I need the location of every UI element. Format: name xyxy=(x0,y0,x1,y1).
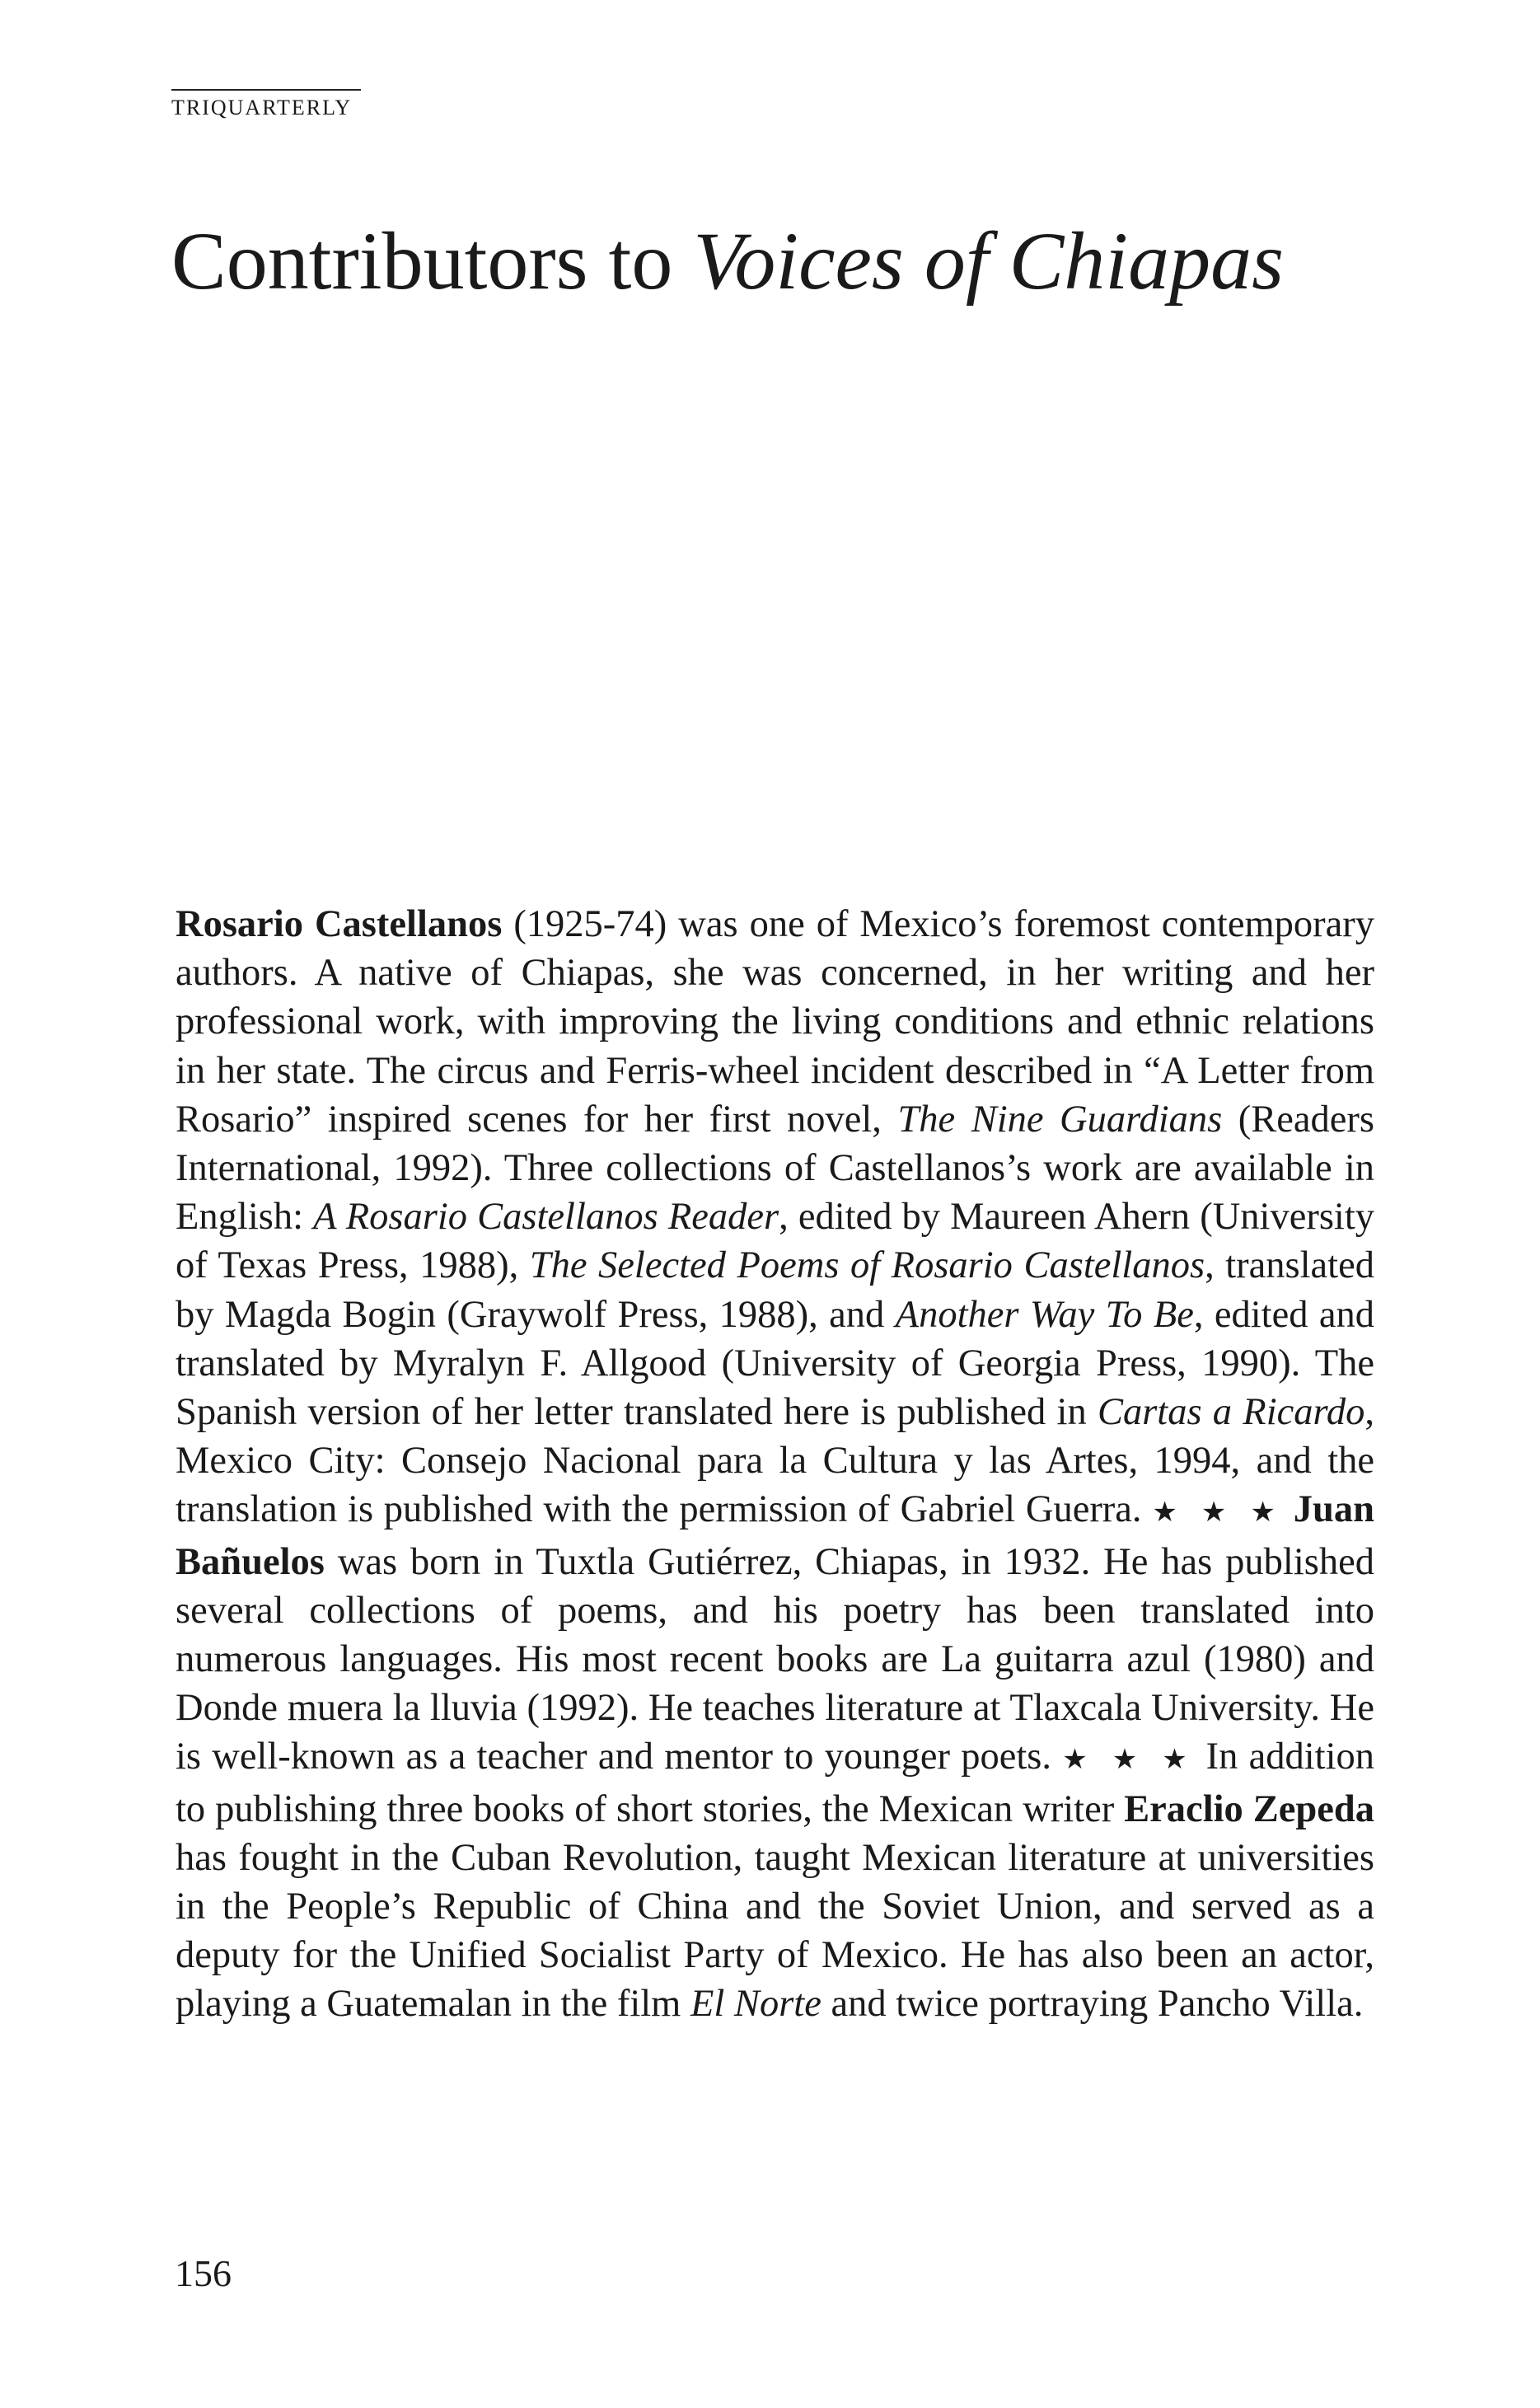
film-title: El Norte xyxy=(690,1983,821,2026)
bio-text: , translated by Magda Bogin (Graywolf Press, 1988), and xyxy=(176,1244,1374,1336)
title-italic: Voices of Chiapas xyxy=(693,215,1285,307)
contributor-name-castellanos: Rosario Castellanos xyxy=(176,903,503,945)
page-number: 156 xyxy=(175,2252,232,2294)
section-separator-stars: ★ ★ ★ xyxy=(1062,1743,1196,1777)
book-title: The Nine Guardians xyxy=(897,1098,1223,1141)
bio-text: has fought in the Cuban Revolution, taught Mexican literature at universities in the People’s Republic of China and the Soviet Union, and served as a deputy for the Unified Socialist Party of Mexico. He has also been an actor, playing a Guatemalan in the film xyxy=(176,1836,1374,2026)
contributor-name-banuelos: Juan Bañuelos xyxy=(176,1488,1375,1583)
running-head: TRIQUARTERLY xyxy=(171,96,353,119)
book-title: Cartas a Ricardo xyxy=(1097,1391,1365,1434)
section-separator-stars: ★ ★ ★ xyxy=(1152,1496,1284,1530)
bio-text: and twice portraying Pancho Villa. xyxy=(821,1983,1364,2026)
contributor-name-zepeda: Eraclio Zepeda xyxy=(1124,1787,1374,1830)
bio-text: , edited and translated by Myralyn F. Allgood (University of Georgia Press, 1990). The Spanish version of her letter translated here is published in xyxy=(176,1293,1374,1434)
title-prefix: Contributors to xyxy=(171,215,694,307)
bio-text: was born in Tuxtla Gutiérrez, Chiapas, in 1932. He has published several collections of poems, and his poetry has been translated into numerous languages. His most recent books are La guitarra azul (1980) and Donde muera la lluvia (1992). He teaches literature at Tlaxcala University. He is well-known as a teacher and mentor to younger poets. xyxy=(176,1540,1374,1778)
bio-text: , Mexico City: Consejo Nacional para la Cultura y las Artes, 1994, and the translation is published with the permission of Gabriel Guerra. xyxy=(176,1391,1374,1531)
bio-text: (1925-74) was one of Mexico’s foremost contemporary authors. A native of Chiapas, she was concerned, in her writing and her professional work, with improving the living conditions and ethnic relations in her state. The circus and Ferris-wheel incident described in “A Letter from Rosario” inspired scenes for her first novel, xyxy=(176,903,1374,1141)
page-title xyxy=(171,216,1284,307)
book-title: A Rosario Castellanos Reader xyxy=(313,1196,779,1239)
bio-text: (Readers International, 1992). Three collections of Castellanos’s work are available in English: xyxy=(176,1098,1375,1239)
running-head-rule xyxy=(171,89,361,91)
book-title: Another Way To Be xyxy=(895,1293,1194,1336)
contributors-paragraph xyxy=(176,900,1374,2029)
book-title: The Selected Poems of Rosario Castellanos xyxy=(529,1244,1205,1287)
bio-text: In addition to publishing three books of short stories, the Mexican writer xyxy=(176,1736,1375,1830)
bio-text: , edited by Maureen Ahern (University of Texas Press, 1988), xyxy=(176,1196,1374,1287)
